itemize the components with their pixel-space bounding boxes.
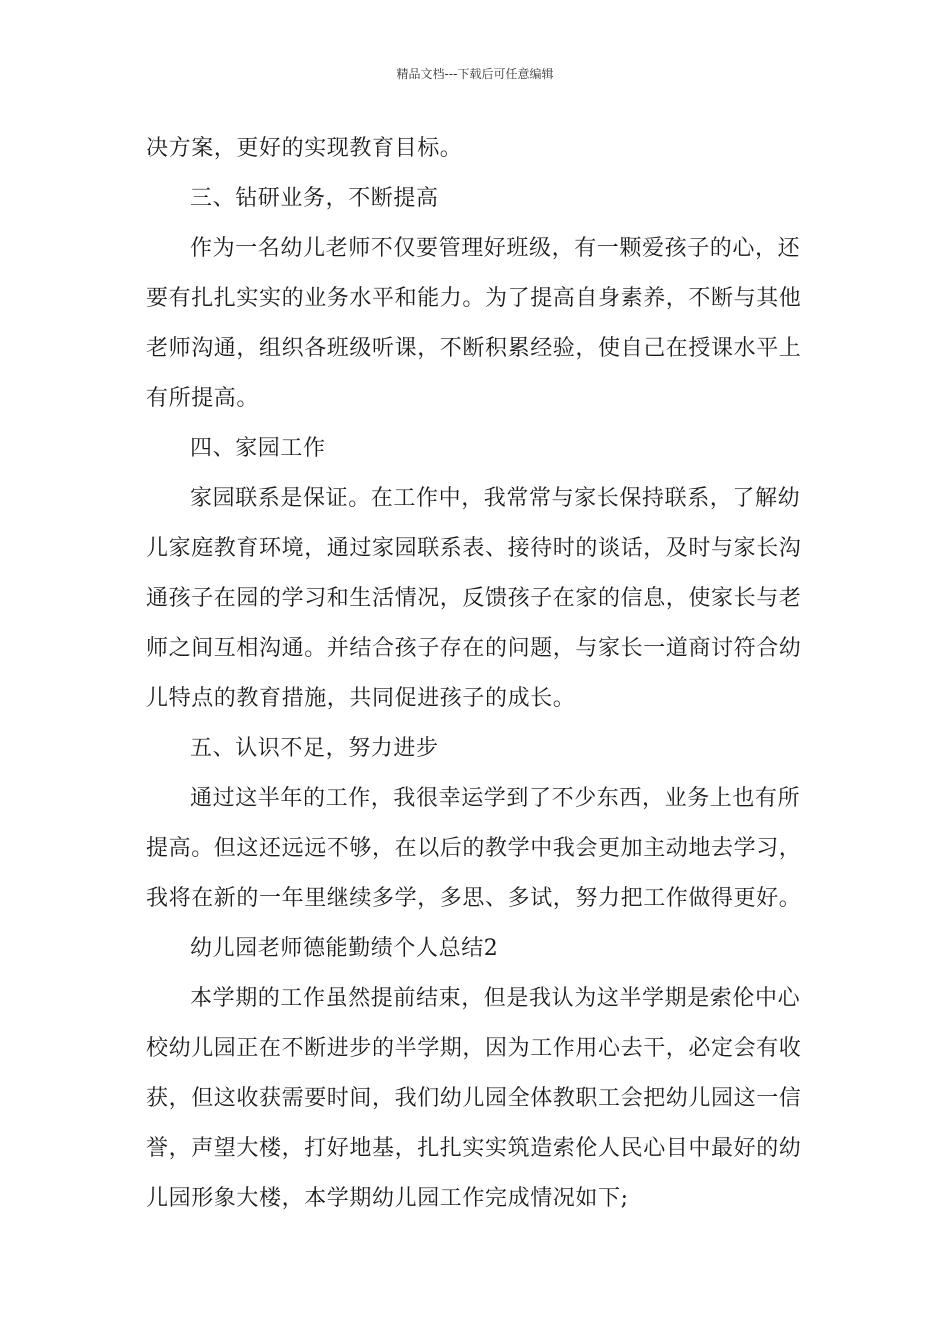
text-line: 儿园形象大楼，本学期幼儿园工作完成情况如下; — [146, 1186, 629, 1211]
text-line: 提高。但这还远远不够，在以后的教学中我会更加主动地去学习， — [146, 836, 802, 861]
section-heading: 三、钻研业务，不断提高 — [190, 186, 439, 211]
text-line: 获，但这收获需要时间，我们幼儿园全体教职工会把幼儿园这一信 — [146, 1086, 802, 1111]
section-heading: 五、认识不足，努力进步 — [190, 736, 439, 761]
document-title: 幼儿园老师德能勤绩个人总结2 — [190, 936, 499, 961]
text-line: 我将在新的一年里继续多学，多思、多试，努力把工作做得更好。 — [146, 886, 802, 911]
page-header: 精品文档---下载后可任意编辑 — [396, 67, 554, 81]
text-line: 要有扎扎实实的业务水平和能力。为了提高自身素养，不断与其他 — [146, 286, 802, 311]
text-line: 儿家庭教育环境，通过家园联系表、接待时的谈话，及时与家长沟 — [146, 536, 802, 561]
text-line: 儿特点的教育措施，共同促进孩子的成长。 — [146, 686, 576, 711]
text-line: 师之间互相沟通。并结合孩子存在的问题，与家长一道商讨符合幼 — [146, 636, 802, 661]
text-line: 决方案，更好的实现教育目标。 — [146, 136, 463, 161]
text-line: 有所提高。 — [146, 386, 260, 411]
text-line: 家园联系是保证。在工作中，我常常与家长保持联系，了解幼 — [190, 486, 801, 511]
section-heading: 四、家园工作 — [190, 436, 326, 461]
text-line: 誉，声望大楼，打好地基，扎扎实实筑造索伦人民心目中最好的幼 — [146, 1136, 802, 1161]
text-line: 本学期的工作虽然提前结束，但是我认为这半学期是索伦中心 — [190, 986, 801, 1011]
text-line: 通孩子在园的学习和生活情况，反馈孩子在家的信息，使家长与老 — [146, 586, 802, 611]
document-body — [146, 124, 808, 1224]
text-line: 老师沟通，组织各班级听课，不断积累经验，使自己在授课水平上 — [146, 336, 802, 361]
text-line: 通过这半年的工作，我很幸运学到了不少东西，业务上也有所 — [190, 786, 801, 811]
text-line: 校幼儿园正在不断进步的半学期，因为工作用心去干，必定会有收 — [146, 1036, 802, 1061]
text-line: 作为一名幼儿老师不仅要管理好班级，有一颗爱孩子的心，还 — [190, 236, 801, 261]
